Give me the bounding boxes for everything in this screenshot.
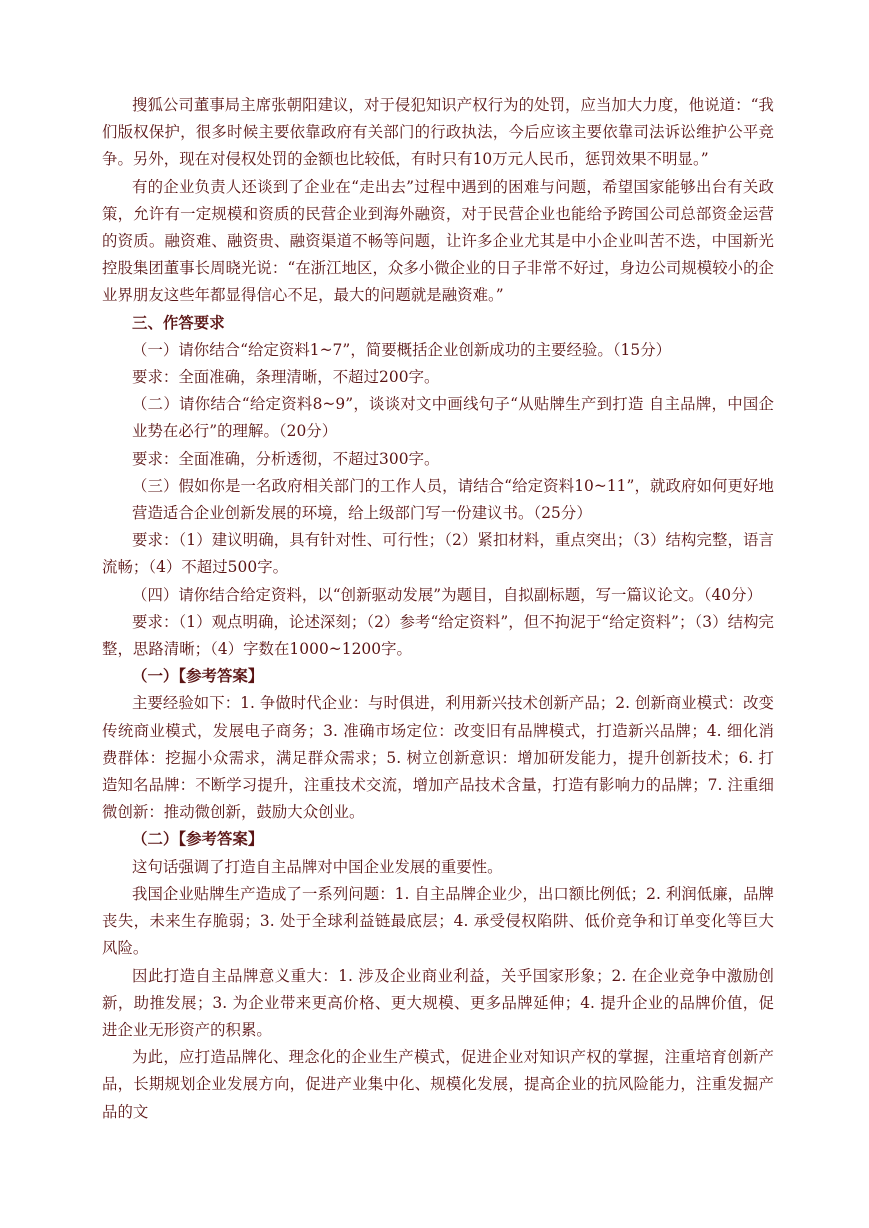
question-text: （三）假如你是一名政府相关部门的工作人员，请结合“给定资料10~11”，就政府如何更好地营造适合企业创新发展的环境，给上级部门写一份建议书。（25分） bbox=[132, 476, 774, 523]
question-requirement: 要求：全面准确，分析透彻，不超过300字。 bbox=[132, 449, 440, 468]
document-page bbox=[102, 92, 774, 1126]
body-paragraph: 搜狐公司董事局主席张朝阳建议，对于侵犯知识产权行为的处罚，应当加大力度，他说道：“我们版权保护，很多时候主要依靠政府有关部门的行政执法，今后应该主要依靠司法诉讼维护公平竞争。另外，现在对侵权处罚的金额也比较低，有时只有10万元人民币，惩罚效果不明显。” bbox=[102, 96, 774, 169]
question-text: （一）请你结合“给定资料1~7”，简要概括企业创新成功的主要经验。（15分） bbox=[132, 340, 672, 359]
question-requirement: 要求：（1）观点明确，论述深刻；（2）参考“给定资料”，但不拘泥于“给定资料”；（3）结构完整，思路清晰；（4）字数在1000~1200字。 bbox=[102, 612, 774, 659]
answer-paragraph: 为此，应打造品牌化、理念化的企业生产模式，促进企业对知识产权的掌握，注重培育创新产品，长期规划企业发展方向，促进产业集中化、规模化发展，提高企业的抗风险能力，注重发掘产品的文 bbox=[102, 1048, 774, 1121]
body-paragraph: 有的企业负责人还谈到了企业在“走出去”过程中遇到的困难与问题，希望国家能够出台有关政策，允许有一定规模和资质的民营企业到海外融资，对于民营企业也能给予跨国公司总部资金运营的资质。融资难、融资贵、融资渠道不畅等问题，让许多企业尤其是中小企业叫苦不迭，中国新光控股集团董事长周晓光说：“在浙江地区，众多小微企业的日子非常不好过，身边公司规模较小的企业界朋友这些年都显得信心不足，最大的问题就是融资难。” bbox=[102, 177, 774, 305]
question-text: （四）请你结合给定资料，以“创新驱动发展”为题目，自拟副标题，写一篇议论文。（40分） bbox=[132, 585, 763, 604]
answer-paragraph: 这句话强调了打造自主品牌对中国企业发展的重要性。 bbox=[132, 857, 503, 876]
answer-heading: （一）【参考答案】 bbox=[132, 667, 264, 686]
answer-paragraph: 主要经验如下：1. 争做时代企业：与时俱进，利用新兴技术创新产品；2. 创新商业模式：改变传统商业模式，发展电子商务；3. 准确市场定位：改变旧有品牌模式，打造新兴品牌；4. 细化消费群体：挖掘小众需求，满足群众需求；5. 树立创新意识：增加研发能力，提升创新技术；6. 打造知名品牌：不断学习提升，注重技术交流，增加产品技术含量，打造有影响力的品牌；7. 注重细微创新：推动微创新，鼓励大众创业。 bbox=[102, 694, 774, 822]
answer-heading: （二）【参考答案】 bbox=[132, 830, 264, 849]
question-requirement: 要求：（1）建议明确，具有针对性、可行性；（2）紧扣材料，重点突出；（3）结构完整，语言流畅；（4）不超过500字。 bbox=[102, 531, 774, 577]
section-heading: 三、作答要求 bbox=[132, 313, 225, 332]
question-text: （二）请你结合“给定资料8~9”，谈谈对文中画线句子“从贴牌生产到打造 自主品牌，中国企业势在必行”的理解。（20分） bbox=[132, 395, 774, 441]
question-requirement: 要求：全面准确，条理清晰，不超过200字。 bbox=[132, 368, 440, 387]
answer-paragraph: 因此打造自主品牌意义重大：1. 涉及企业商业利益，关乎国家形象；2. 在企业竞争中激励创新，助推发展；3. 为企业带来更高价格、更大规模、更多品牌延伸；4. 提升企业的品牌价值，促进企业无形资产的积累。 bbox=[102, 966, 774, 1039]
answer-paragraph: 我国企业贴牌生产造成了一系列问题：1. 自主品牌企业少，出口额比例低；2. 利润低廉，品牌丧失，未来生存脆弱；3. 处于全球利益链最底层；4. 承受侵权陷阱、低价竞争和订单变化等巨大风险。 bbox=[102, 884, 774, 958]
